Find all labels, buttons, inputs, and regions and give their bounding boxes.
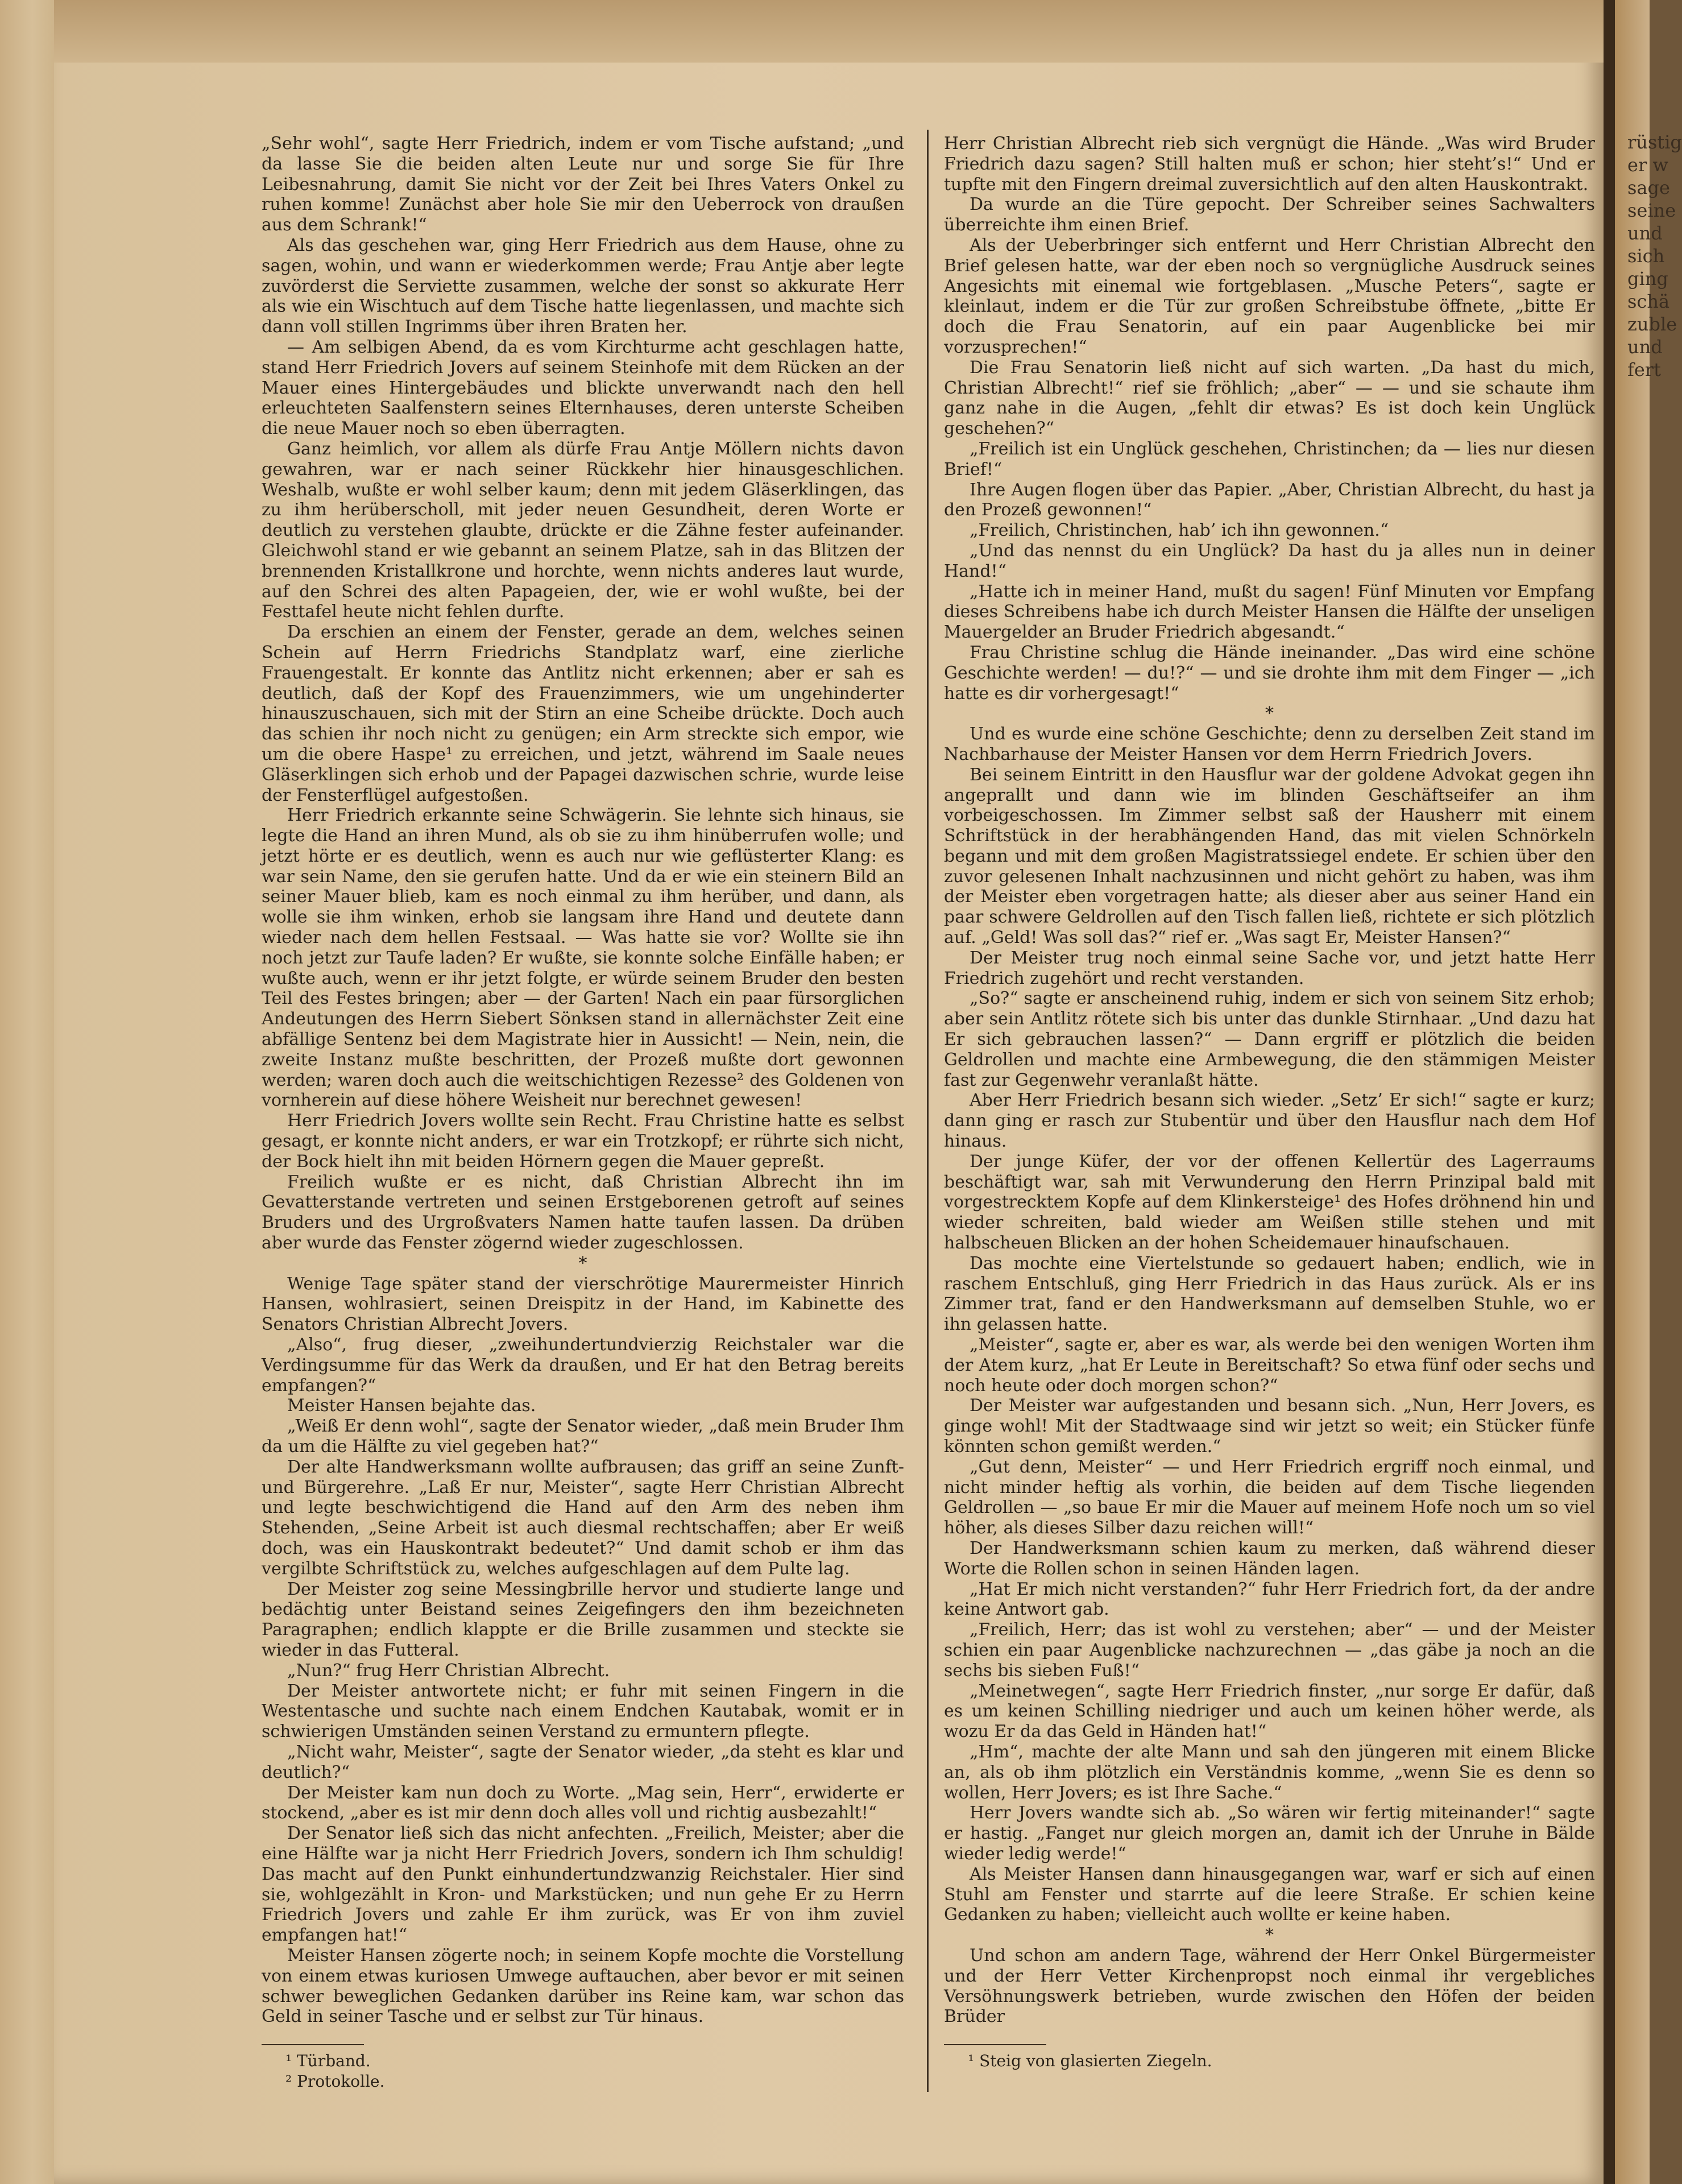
paragraph: Meister Hansen bejahte das.	[287, 1396, 536, 1416]
adjacent-page-line: zuble	[1627, 313, 1677, 335]
adjacent-page-line: schä	[1627, 291, 1670, 312]
footnote: ¹ Steig von glasierten Ziegeln.	[968, 2051, 1212, 2071]
book-spine-left	[0, 0, 54, 2184]
adjacent-page-line: sich	[1627, 245, 1665, 267]
paragraph: Herr Friedrich Jovers wollte sein Recht. Frau Christine hatte es selbst gesagt, er konnte nicht anders, er war ein Trotzkopf; er rührte sich nicht, der Bock hielt ihn mit beiden Hörnern gegen die Mauer gepreßt.	[262, 1111, 904, 1172]
paragraph: Bei seinem Eintritt in den Hausflur war der goldene Advokat gegen ihn angeprallt und dann wie im blinden Geschäftseifer an ihm vorbeigeschossen. Im Zimmer selbst saß der Hausherr mit einem Schriftstück in der herabhängenden Hand, das mit vielen Schnörkeln begann und mit dem großen Magistratssiegel endete. Er schien über den zuvor gelesenen Inhalt nachzusinnen und nicht gehört zu haben, was ihm der Meister eben vorgetragen hatte; als dieser aber aus seiner Hand ein paar schwere Geldrollen auf den Tisch fallen ließ, richtete er sich plötzlich auf. „Geld! Was soll das?“ rief er. „Was sagt Er, Meister Hansen?“	[944, 764, 1595, 948]
paragraph: Und es wurde eine schöne Geschichte; denn zu derselben Zeit stand im Nachbarhause der Meister Hansen vor dem Herrn Friedrich Jovers.	[944, 724, 1595, 764]
paragraph: Ihre Augen flogen über das Papier. „Aber, Christian Albrecht, du hast ja den Prozeß gewonnen!“	[944, 479, 1595, 520]
paragraph: „Nun?“ frug Herr Christian Albrecht.	[287, 1660, 610, 1681]
paragraph: „Meinetwegen“, sagte Herr Friedrich finster, „nur sorge Er dafür, daß es um keinen Schilling niedriger und auch um keinen höher werde, als wozu Er da das Geld in Händen hat!“	[944, 1681, 1595, 1742]
paragraph: Da wurde an die Türe gepocht. Der Schreiber seines Sachwalters überreichte ihm einen Brief.	[944, 195, 1595, 235]
adjacent-page-text	[1627, 131, 1682, 381]
paragraph: Als der Ueberbringer sich entfernt und Herr Christian Albrecht den Brief gelesen hatte, war der eben noch so vergnügliche Ausdruck seines Angesichts mit einemal wie fortgeblasen. „Musche Peters“, sagte er kleinlaut, indem er die Tür zur großen Schreibstube öffnete, „bitte Er doch die Frau Senatorin, auf ein paar Augenblicke bei mir vorzusprechen!“	[944, 235, 1595, 357]
paragraph: Der junge Küfer, der vor der offenen Kellertür des Lagerraums beschäftigt war, sah mit Verwunderung den Herrn Prinzipal bald mit vorgestrecktem Kopfe auf dem Klinkersteige¹ des Hofes dröhnend hin und wieder schreiten, bald wieder am Weißen stille stehen und mit halbscheuen Blicken an der hohen Scheidemauer hinaufschauen.	[944, 1151, 1595, 1254]
paragraph: Der Meister kam nun doch zu Worte. „Mag sein, Herr“, erwiderte er stockend, „aber es ist mir denn doch alles voll und richtig ausbezahlt!“	[262, 1782, 904, 1823]
column-divider	[927, 130, 929, 2092]
paragraph: „Und das nennst du ein Unglück? Da hast du ja alles nun in deiner Hand!“	[944, 540, 1595, 581]
paragraph: Wenige Tage später stand der vierschrötige Maurermeister Hinrich Hansen, wohlrasiert, seinen Dreispitz in der Hand, im Kabinette des Senators Christian Albrecht Jovers.	[262, 1273, 904, 1335]
adjacent-page-line: seine	[1627, 200, 1676, 221]
adjacent-page-line: fert	[1627, 359, 1661, 380]
paragraph: Und schon am andern Tage, während der Herr Onkel Bürgermeister und der Herr Vetter Kirchenpropst noch einmal ihr vergebliches Versöhnungswerk betrieben, wurde zwischen den Höfen der beiden Brüder	[944, 1945, 1595, 2027]
paragraph: Ganz heimlich, vor allem als dürfe Frau Antje Möllern nichts davon gewahren, war er nach seiner Rückkehr hier hinausgeschlichen. Weshalb, wußte er wohl selber kaum; denn mit jedem Gläserklingen, das zu ihm herüberscholl, mit jeder neuen Gesundheit, deren Worte er deutlich zu verstehen glaubte, drückte er die Zähne fester aufeinander. Gleichwohl stand er wie gebannt an seinem Platze, sah in das Blitzen der brennenden Kristallkrone und horchte, wenn nichts anderes laut wurde, auf den Schrei des alten Papageien, der, wie er wohl wußte, bei der Festtafel heute nicht fehlen durfte.	[262, 439, 904, 622]
paragraph: „Nicht wahr, Meister“, sagte der Senator wieder, „da steht es klar und deutlich?“	[262, 1742, 904, 1782]
section-separator: *	[578, 1253, 587, 1273]
paragraph: Als Meister Hansen dann hinausgegangen war, warf er sich auf einen Stuhl am Fenster und starrte auf die leere Straße. Er schien keine Gedanken zu haben; vielleicht auch wollte er keine haben.	[944, 1864, 1595, 1925]
right-column	[944, 134, 1595, 2071]
paragraph: Herr Jovers wandte sich ab. „So wären wir fertig miteinander!“ sagte er hastig. „Fanget nur gleich morgen an, damit ich der Unruhe in Bälde wieder ledig werde!“	[944, 1803, 1595, 1864]
paragraph: Freilich wußte er es nicht, daß Christian Albrecht ihn im Gevatterstande vertreten und seinen Erstgeborenen getroft auf seines Bruders und des Urgroßvaters Namen hatte taufen lassen. Da drüben aber wurde das Fenster zögernd wieder zugeschlossen.	[262, 1172, 904, 1254]
paragraph: Der Meister antwortete nicht; er fuhr mit seinen Fingern in die Westentasche und suchte nach einem Endchen Kautabak, womit er in schwierigen Umständen seinen Verstand zu ermuntern pflegte.	[262, 1681, 904, 1742]
paragraph: Der Handwerksmann schien kaum zu merken, daß während dieser Worte die Rollen schon in seinen Händen lagen.	[944, 1538, 1595, 1579]
paragraph: „So?“ sagte er anscheinend ruhig, indem er sich von seinem Sitz erhob; aber sein Antlitz rötete sich bis unter das dunkle Stirnhaar. „Und dazu hat Er sich gebrauchen lassen?“ — Dann ergriff er plötzlich die beiden Geldrollen und machte eine Armbewegung, die den stämmigen Meister fast zur Gegenwehr veranlaßt hätte.	[944, 988, 1595, 1090]
paragraph: Der Meister war aufgestanden und besann sich. „Nun, Herr Jovers, es ginge wohl! Mit der Stadtwaage sind wir jetzt so weit; ein Stücker fünfe könnten schon gemißt werden.“	[944, 1396, 1595, 1457]
section-separator: *	[1265, 704, 1274, 724]
paragraph: Der Meister zog seine Messingbrille hervor und studierte lange und bedächtig unter Beistand seines Zeigefingers den ihm bezeichneten Paragraphen; endlich klappte er die Brille zusammen und steckte sie wieder in das Futteral.	[262, 1579, 904, 1660]
footnote-rule	[944, 2044, 1046, 2045]
paragraph: — Am selbigen Abend, da es vom Kirchturme acht geschlagen hatte, stand Herr Friedrich Jovers auf seinem Steinhofe mit dem Rücken an der Mauer eines Hintergebäudes und blickte unverwandt nach den hell erleuchteten Saalfenstern seines Elternhauses, deren unterste Scheiben die neue Mauer noch so eben überragten.	[262, 337, 904, 439]
paragraph: „Weiß Er denn wohl“, sagte der Senator wieder, „daß mein Bruder Ihm da um die Hälfte zu viel gegeben hat?“	[262, 1416, 904, 1457]
paragraph: „Freilich ist ein Unglück geschehen, Christinchen; da — lies nur diesen Brief!“	[944, 439, 1595, 479]
paragraph: „Freilich, Christinchen, hab’ ich ihn gewonnen.“	[970, 520, 1389, 541]
paragraph: „Hat Er mich nicht verstanden?“ fuhr Herr Friedrich fort, da der andre keine Antwort gab.	[944, 1579, 1595, 1620]
paragraph: Als das geschehen war, ging Herr Friedrich aus dem Hause, ohne zu sagen, wohin, und wann er wiederkommen werde; Frau Antje aber legte zuvörderst die Serviette zusammen, welche der sonst so akkurate Herr als wie ein Wischtuch auf dem Tische hatte liegenlassen, und machte sich dann voll stillen Ingrimms über ihren Braten her.	[262, 235, 904, 337]
adjacent-page-line: sage	[1627, 177, 1670, 198]
adjacent-page-line: und	[1627, 222, 1663, 244]
paragraph: Der alte Handwerksmann wollte aufbrausen; das griff an seine Zunft- und Bürgerehre. „Laß Er nur, Meister“, sagte Herr Christian Albrecht und legte beschwichtigend die Hand auf den Arm des neben ihm Stehenden, „Seine Arbeit ist auch diesmal rechtschaffen; aber Er weiß doch, was ein Hauskontrakt bedeutet?“ Und damit schob er ihm das vergilbte Schriftstück zu, welches aufgeschlagen auf dem Pulte lag.	[262, 1457, 904, 1579]
section-separator: *	[1265, 1925, 1274, 1946]
paragraph: Der Meister trug noch einmal seine Sache vor, und jetzt hatte Herr Friedrich zugehört und recht verstanden.	[944, 948, 1595, 988]
adjacent-page-line: und	[1627, 336, 1663, 358]
paragraph: Frau Christine schlug die Hände ineinander. „Das wird eine schöne Geschichte werden! — du!?“ — und sie drohte ihm mit dem Finger — „ich hatte es dir vorhergesagt!“	[944, 642, 1595, 704]
paragraph: Herr Christian Albrecht rieb sich vergnügt die Hände. „Was wird Bruder Friedrich dazu sagen? Still halten muß er schon; hier steht’s!“ Und er tupfte mit den Fingern dreimal zuversichtlich auf den alten Hauskontrakt.	[944, 134, 1595, 195]
paragraph: Da erschien an einem der Fenster, gerade an dem, welches seinen Schein auf Herrn Friedrichs Standplatz warf, eine zierliche Frauengestalt. Er konnte das Antlitz nicht erkennen; aber er sah es deutlich, daß der Kopf des Frauenzimmers, wie um ungehinderter hinauszuschauen, sich mit der Stirn an eine Scheibe drückte. Doch auch das schien ihr noch nicht zu genügen; ein Arm streckte sich empor, wie um die obere Haspe¹ zu erreichen, und jetzt, während im Saale neues Gläserklingen sich erhob und der Papagei dazwischen schrie, wurde leise der Fensterflügel aufgestoßen.	[262, 622, 904, 805]
adjacent-page-line: er w	[1627, 154, 1668, 176]
paragraph: „Meister“, sagte er, aber es war, als werde bei den wenigen Worten ihm der Atem kurz, „hat Er Leute in Bereitschaft? So etwa fünf oder sechs und noch heute oder doch morgen schon?“	[944, 1335, 1595, 1396]
paragraph: Herr Friedrich erkannte seine Schwägerin. Sie lehnte sich hinaus, sie legte die Hand an ihren Mund, als ob sie zu ihm hinüberrufen wolle; und jetzt hörte er es deutlich, wenn es auch nur wie geflüsterter Klang: es war sein Name, den sie gerufen hatte. Und da er wie ein steinern Bild an seiner Mauer blieb, kam es noch einmal zu ihm herüber, und dann, als wolle sie ihm winken, erhob sie langsam ihre Hand und deutete dann wieder nach dem hellen Festsaal. — Was hatte sie vor? Wollte sie ihn noch jetzt zur Taufe laden? Er wußte, sie konnte solche Einfälle haben; er wußte auch, wenn er ihr jetzt folgte, er würde seinem Bruder den besten Teil des Festes bringen; aber — der Garten! Nach ein paar fürsorglichen Andeutungen des Herrn Siebert Sönksen stand in allernächster Zeit eine abfällige Sentenz bei dem Magistrate hier in Aussicht! — Nein, nein, die zweite Instanz mußte beschritten, der Prozeß mußte dort gewonnen werden; waren doch auch die weitschichtigen Rezesse² des Goldenen von vornherein auf diese höhere Weisheit nur berechnet gewesen!	[262, 805, 904, 1111]
footnote-rule	[262, 2044, 364, 2045]
adjacent-page-line: rüstig	[1627, 131, 1682, 153]
paragraph: „Gut denn, Meister“ — und Herr Friedrich ergriff noch einmal, und nicht minder heftig als vorhin, die beiden auf dem Tische liegenden Geldrollen — „so baue Er mir die Mauer auf meinem Hofe noch um so viel höher, als dieses Silber dazu reichen will!“	[944, 1457, 1595, 1538]
paragraph: Der Senator ließ sich das nicht anfechten. „Freilich, Meister; aber die eine Hälfte war ja nicht Herr Friedrich Jovers, sondern ich Ihm schuldig! Das macht auf den Punkt einhundertundzwanzig Reichstaler. Hier sind sie, wohlgezählt in Kron- und Markstücken; und nun gehe Er zu Herrn Friedrich Jovers und zahle Er ihm zurück, was Er von ihm zuviel empfangen hat!“	[262, 1823, 904, 1946]
adjacent-page-line: ging	[1627, 268, 1668, 289]
paragraph: Aber Herr Friedrich besann sich wieder. „Setz’ Er sich!“ sagte er kurz; dann ging er rasch zur Stubentür und über den Hausflur nach dem Hof hinaus.	[944, 1090, 1595, 1152]
paragraph: Die Frau Senatorin ließ nicht auf sich warten. „Da hast du mich, Christian Albrecht!“ rief sie fröhlich; „aber“ — — und sie schaute ihm ganz nahe in die Augen, „fehlt dir etwas? Es ist doch kein Unglück geschehen?“	[944, 357, 1595, 439]
left-column	[262, 134, 904, 2091]
book-gutter	[1604, 0, 1615, 2184]
paragraph: „Also“, frug dieser, „zweihundertundvierzig Reichstaler war die Verdingsumme für das Werk da draußen, und Er hat den Betrag bereits empfangen?“	[262, 1335, 904, 1396]
page-top-edge	[54, 0, 1604, 63]
paragraph: Meister Hansen zögerte noch; in seinem Kopfe mochte die Vorstellung von einem etwas kuriosen Umwege auftauchen, aber bevor er mit seinen schwer beweglichen Gedanken darüber ins Reine kam, war schon das Geld in seiner Tasche und er selbst zur Tür hinaus.	[262, 1945, 904, 2027]
paragraph: „Hm“, machte der alte Mann und sah den jüngeren mit einem Blicke an, als ob ihm plötzlich ein Verständnis komme, „wenn Sie es denn so wollen, Herr Jovers; es ist Ihre Sache.“	[944, 1742, 1595, 1803]
paragraph: „Sehr wohl“, sagte Herr Friedrich, indem er vom Tische aufstand; „und da lasse Sie die beiden alten Leute nur und sorge Sie für Ihre Leibesnahrung, damit Sie nicht vor der Zeit bei Ihres Vaters Onkel zu ruhen komme! Zunächst aber hole Sie mir den Ueberrock von draußen aus dem Schrank!“	[262, 134, 904, 235]
footnote: ² Protokolle.	[285, 2072, 385, 2091]
footnote: ¹ Türband.	[285, 2051, 371, 2071]
paragraph: Das mochte eine Viertelstunde so gedauert haben; endlich, wie in raschem Entschluß, ging Herr Friedrich in das Haus zurück. Als er ins Zimmer trat, fand er den Handwerksmann auf demselben Stuhle, wo er ihn gelassen hatte.	[944, 1253, 1595, 1335]
paragraph: „Freilich, Herr; das ist wohl zu verstehen; aber“ — und der Meister schien ein paar Augenblicke nachzurechnen — „das gäbe ja noch an die sechs bis sieben Fuß!“	[944, 1620, 1595, 1681]
paragraph: „Hatte ich in meiner Hand, mußt du sagen! Fünf Minuten vor Empfang dieses Schreibens habe ich durch Meister Hansen die Hälfte der unseligen Mauergelder an Bruder Friedrich abgesandt.“	[944, 581, 1595, 643]
adjacent-page-edge	[1615, 0, 1682, 2184]
